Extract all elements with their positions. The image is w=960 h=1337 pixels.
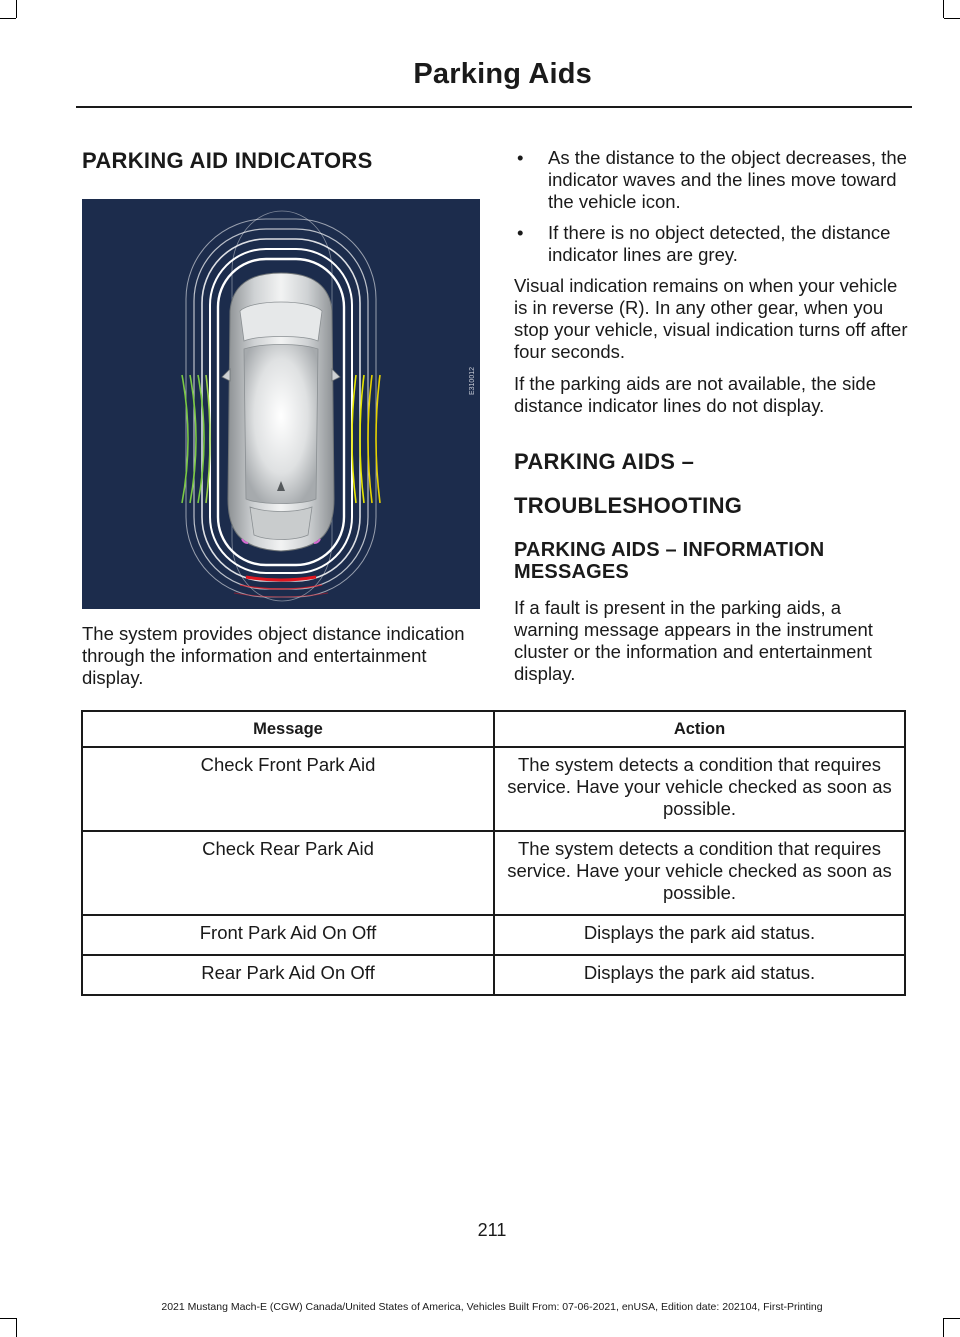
- crop-mark: [944, 18, 960, 19]
- figure-caption: The system provides object distance indication through the information and entertainment display.: [82, 623, 465, 688]
- table-row: [82, 747, 905, 831]
- action-cell: Displays the park aid status.: [494, 955, 905, 995]
- message-cell: Check Rear Park Aid: [82, 831, 494, 915]
- parking-aid-illustration: [82, 199, 480, 609]
- column-header-message: Message: [82, 711, 494, 747]
- crop-mark: [944, 1318, 960, 1319]
- paragraph-fault: If a fault is present in the parking aids, a warning message appears in the instrument cluster or the information and entertainment display.: [514, 597, 873, 684]
- section-heading-indicators: PARKING AID INDICATORS: [82, 148, 373, 173]
- vehicle-icon: [222, 273, 340, 551]
- action-cell: Displays the park aid status.: [494, 915, 905, 955]
- message-cell: Front Park Aid On Off: [82, 915, 494, 955]
- page-header-title: Parking Aids: [413, 58, 592, 90]
- bullet-glyph: •: [517, 147, 524, 168]
- heading-line: TROUBLESHOOTING: [514, 493, 743, 518]
- right-column: [514, 147, 908, 695]
- crop-mark: [0, 1318, 16, 1319]
- list-item: [514, 222, 908, 266]
- rear-indicator: [234, 577, 328, 597]
- table-header-row: [82, 711, 905, 747]
- message-cell: Check Front Park Aid: [82, 747, 494, 831]
- bullet-glyph: •: [517, 222, 524, 243]
- crop-mark: [943, 1318, 944, 1337]
- parking-aid-indicator-figure: [82, 199, 480, 609]
- action-cell: The system detects a condition that requires service. Have your vehicle checked as soon as possible.: [494, 831, 905, 915]
- table-row: [82, 915, 905, 955]
- bullet-text: If there is no object detected, the distance indicator lines are grey.: [548, 222, 891, 265]
- table-row: [82, 831, 905, 915]
- crop-mark: [943, 0, 944, 18]
- subheading-information-messages: PARKING AIDS – INFORMATION MESSAGES: [514, 539, 825, 583]
- section-heading-troubleshooting: [514, 447, 908, 521]
- crop-mark: [0, 18, 16, 19]
- paragraph-reverse-gear: Visual indication remains on when your vehicle is in reverse (R). In any other gear, when you stop your vehicle, visual indication turns off after four seconds.: [514, 275, 908, 362]
- crop-mark: [16, 1318, 17, 1337]
- list-item: [514, 147, 908, 213]
- message-cell: Rear Park Aid On Off: [82, 955, 494, 995]
- information-messages-table: [81, 710, 906, 996]
- page-footer: 2021 Mustang Mach-E (CGW) Canada/United States of America, Vehicles Built From: 07-06-2021, enUSA, Edition date: 202104, First-Printing: [161, 1301, 823, 1313]
- paragraph-not-available: If the parking aids are not available, the side distance indicator lines do not display.: [514, 373, 877, 416]
- figure-id: E310012: [469, 367, 476, 396]
- page-number: 211: [477, 1220, 507, 1240]
- header-divider: [76, 106, 912, 108]
- column-header-action: Action: [494, 711, 905, 747]
- heading-line: PARKING AIDS –: [514, 449, 695, 474]
- table-row: [82, 955, 905, 995]
- action-cell: The system detects a condition that requires service. Have your vehicle checked as soon as possible.: [494, 747, 905, 831]
- bullet-text: As the distance to the object decreases, the indicator waves and the lines move toward the vehicle icon.: [548, 147, 907, 212]
- crop-mark: [16, 0, 17, 18]
